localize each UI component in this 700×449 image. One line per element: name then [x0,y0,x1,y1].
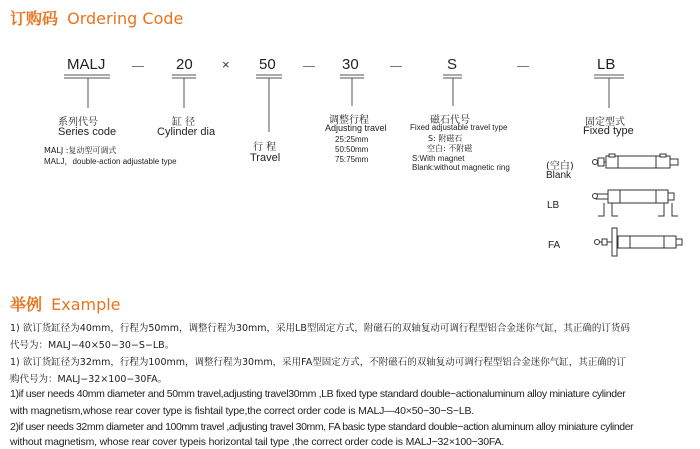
adjusting-label-cn: 调整行程 [329,115,369,126]
example-line-7: 2)if user needs 32mm diameter and 100mm travel ,adjusting travel 30mm, FA basic type standard double−action aluminum alloy miniature cylinder [10,421,634,433]
example-line-5: 1)if user needs 40mm diameter and 50mm travel,adjusting travel30mm ,LB fixed type standard double−actionaluminum alloy miniature cylinder [10,388,626,400]
mount-blank-en: Blank [546,170,572,181]
magnet-opt-1: S: 附磁石 [428,134,463,143]
mount-blank-cn: (空白) [546,161,574,172]
example-title-cn: 举例 [10,295,43,314]
series-desc-en: MALJ，double-action adjustable type [44,157,177,166]
series-label-en: Series code [58,126,117,138]
magnet-opt-4: Blank:without magnetic ring [412,163,510,172]
mount-lb-label: LB [547,200,560,211]
mount-label-en: Fixed type [583,125,634,137]
code-magnet: S [447,56,458,73]
adjusting-option-3: 75:75mm [335,155,369,164]
example-line-1: 1) 欲订货缸径为40mm，行程为50mm，调整行程为30mm，采用LB型固定方式，附磁石的双轴复动可调行程型铝合金迷你气缸，其正确的订货码 [10,323,630,334]
code-times: × [222,57,230,72]
cylinder-lb-icon [593,190,679,216]
bore-label-cn: 缸 径 [172,117,196,128]
ordering-title-en: Ordering Code [67,9,184,28]
example-line-2: 代号为：MALJ−40×50−30−S−LB。 [10,340,175,351]
magnet-opt-2: 空白: 不附磁 [427,144,473,153]
code-bore: 20 [176,56,193,73]
magnet-label-cn: 磁石代号 [430,115,470,126]
adjusting-option-1: 25:25mm [335,135,369,144]
example-line-8: without magnetism, whose rear cover typeis horizontal tail type ,the correct order code is MALJ−32×100−30FA. [10,436,505,448]
code-travel: 50 [259,56,276,73]
cylinder-blank-icon [593,154,679,168]
ordering-title-cn: 订购码 [10,9,59,28]
mount-fa-label: FA [548,240,561,251]
bore-label-en: Cylinder dia [157,126,216,138]
example-line-3: 1) 欲订货缸径为32mm，行程为100mm，调整行程为30mm，采用FA型固定方式，不附磁石的双轴复动可调行程型铝合金迷你气缸，其正确的订 [10,357,626,368]
adjusting-label-en: Adjusting travel [325,123,387,133]
adjusting-option-2: 50:50mm [335,145,369,154]
series-desc-cn: MALJ :复动型可调式 [44,146,117,155]
example-line-4: 购代号为：MALJ−32×100−30FA。 [10,374,168,385]
series-label-cn: 系列代号 [58,117,98,128]
code-mount: LB [597,56,616,73]
magnet-label-en: Fixed adjustable travel type [410,123,508,132]
example-title [10,292,121,315]
mount-label-cn: 固定型式 [585,117,625,128]
code-series: MALJ [67,56,106,73]
example-title-en: Example [51,295,121,314]
cylinder-drawings [590,150,690,260]
travel-label-cn: 行 程 [253,142,277,153]
travel-label-en: Travel [250,152,281,164]
example-line-6: with magnetism,whose rear cover type is fishtail type,the correct order code is MALJ—40×50−30−S−LB. [10,405,475,417]
cylinder-fa-icon [595,228,683,256]
code-adj: 30 [342,56,359,73]
magnet-opt-3: S:With magnet [412,154,465,163]
